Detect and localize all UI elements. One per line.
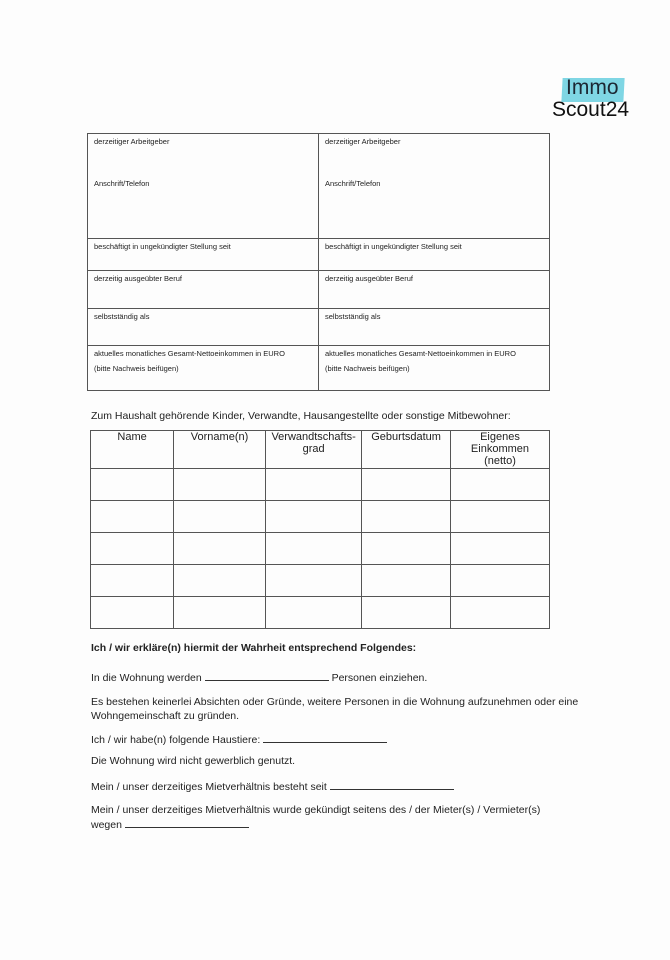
cell[interactable] [91,501,174,533]
cell[interactable] [450,469,549,501]
cell[interactable] [362,469,451,501]
household-table [90,430,550,629]
column-header: Eigenes Einkommen (netto) [450,431,549,469]
cell[interactable] [174,469,266,501]
profession-field[interactable]: derzeitig ausgeübter Beruf [88,271,319,309]
income-field[interactable]: aktuelles monatliches Gesamt-Nettoeinkommen in EURO (bitte Nachweis beifügen) [319,346,550,391]
logo-line2: Scout24 [552,98,630,121]
column-header: Vorname(n) [174,431,266,469]
cell[interactable] [450,501,549,533]
table-row [91,469,550,501]
cell[interactable] [265,501,361,533]
profession-field[interactable]: derzeitig ausgeübter Beruf [319,271,550,309]
cell[interactable] [91,565,174,597]
tenancy-since-line: Mein / unser derzeitiges Mietverhältnis besteht seit [91,779,454,793]
employed-since-field[interactable]: beschäftigt in ungekündigter Stellung seit [88,239,319,271]
table-row [91,501,550,533]
tenancy-since-field[interactable] [330,779,454,790]
logo-line1: Immo [566,76,619,99]
no-further-persons-text: Es bestehen keinerlei Absichten oder Gründe, weitere Personen in die Wohnung aufzunehmen oder eine Wohngemeinschaft zu gründen. [91,696,579,722]
column-header: Geburtsdatum [362,431,451,469]
persons-line: In die Wohnung werden Personen einziehen. [91,672,428,684]
employer-table [87,133,550,391]
cell[interactable] [362,533,451,565]
table-row [91,533,550,565]
table-row [91,597,550,629]
no-commercial-use-text: Die Wohnung wird nicht gewerblich genutzt. [91,755,296,767]
cell[interactable] [91,469,174,501]
self-employed-field[interactable]: selbstständig als [319,309,550,346]
cell[interactable] [362,565,451,597]
immoscout24-logo [552,76,636,126]
cell[interactable] [265,533,361,565]
cell[interactable] [450,533,549,565]
cell[interactable] [265,597,361,629]
cell[interactable] [91,597,174,629]
employer-field[interactable]: derzeitiger Arbeitgeber Anschrift/Telefon [88,134,319,239]
cell[interactable] [450,565,549,597]
cell[interactable] [174,501,266,533]
employer-field[interactable]: derzeitiger Arbeitgeber Anschrift/Telefon [319,134,550,239]
termination-reason-field[interactable] [125,817,249,828]
cell[interactable] [362,597,451,629]
declaration-heading: Ich / wir erkläre(n) hiermit der Wahrheit entsprechend Folgendes: [91,642,417,654]
cell[interactable] [174,533,266,565]
cell[interactable] [91,533,174,565]
column-header: Name [91,431,174,469]
cell[interactable] [174,565,266,597]
tenancy-terminated-line: Mein / unser derzeitiges Mietverhältnis wurde gekündigt seitens des / der Mieter(s) / Vermieter(s) wegen [91,804,541,831]
cell[interactable] [265,565,361,597]
cell[interactable] [450,597,549,629]
table-row [91,565,550,597]
income-field[interactable]: aktuelles monatliches Gesamt-Nettoeinkommen in EURO (bitte Nachweis beifügen) [88,346,319,391]
household-heading: Zum Haushalt gehörende Kinder, Verwandte, Hausangestellte oder sonstige Mitbewohner: [91,410,511,422]
employed-since-field[interactable]: beschäftigt in ungekündigter Stellung seit [319,239,550,271]
self-employed-field[interactable]: selbstständig als [88,309,319,346]
pets-line: Ich / wir habe(n) folgende Haustiere: [91,732,387,746]
persons-count-field[interactable] [205,670,329,681]
cell[interactable] [362,501,451,533]
cell[interactable] [174,597,266,629]
column-header: Verwandtschafts-grad [265,431,361,469]
pets-field[interactable] [263,732,387,743]
cell[interactable] [265,469,361,501]
